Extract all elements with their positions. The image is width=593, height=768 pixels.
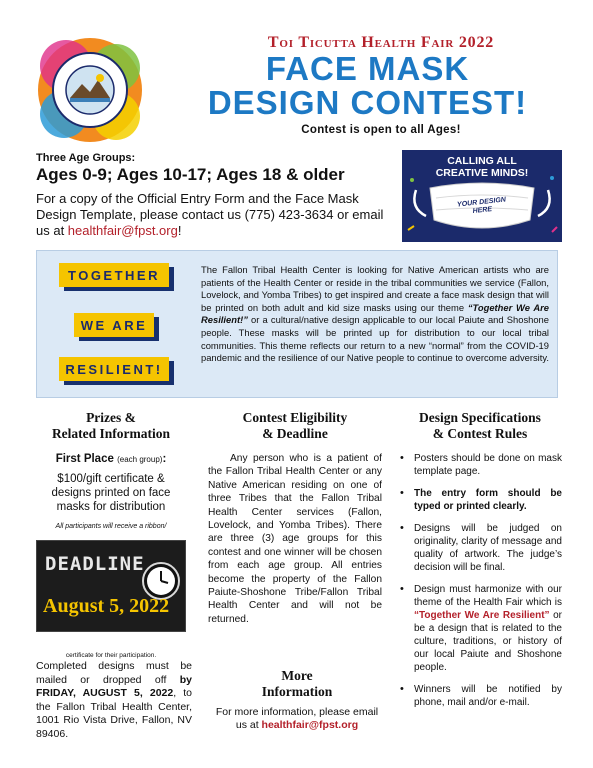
face-mask-icon [402, 150, 562, 242]
contest-title [160, 52, 575, 120]
rule-item: • Designs will be judged on originality, clarity of message and quality of artwork. The judge’s decision will be final. [400, 522, 562, 574]
contest-title-line1: FACE MASK [265, 50, 470, 87]
contest-title-line2: DESIGN CONTEST! [207, 84, 528, 121]
contact-text: For a copy of the Official Entry Form and the Face Mask Design Template, please contact us (775) 423-3634 or email us at [36, 191, 384, 238]
ribbon-note: All participants will receive a ribbon/ [55, 523, 167, 530]
fair-title: Toi Ticutta Health Fair 2022 [267, 34, 495, 51]
age-groups-label: Three Age Groups: [36, 152, 136, 164]
prize-description: $100/gift certificate & designs printed on face masks for distribution [51, 473, 171, 513]
rule-item: • The entry form should be typed or printed clearly. [400, 487, 562, 513]
theme-tag-we-are: WE ARE [74, 313, 154, 337]
submission-paragraph: Completed designs must be mailed or dropped off by FRIDAY, AUGUST 5, 2022, to the Fallon Tribal Health Center, 1001 Rio Vista Drive, Fallon, NV 89406. [36, 660, 193, 740]
more-info-paragraph: For more information, please email us at healthfair@fpst.org [215, 706, 379, 731]
contact-paragraph [36, 191, 398, 239]
eligibility-heading: Contest Eligibility & Deadline [242, 410, 348, 441]
theme-tag-together: TOGETHER [59, 263, 169, 287]
creative-minds-banner [402, 150, 562, 242]
more-info-heading: More Information [261, 668, 333, 699]
creative-line1: CALLING ALL [447, 155, 517, 167]
prizes-heading: Prizes & Related Information [51, 410, 171, 441]
theme-quote: “Together We Are Resilient!” [201, 301, 549, 326]
rule-item: • Winners will be notified by phone, mail and/or e-mail. [400, 683, 562, 709]
submission-deadline: by FRIDAY, AUGUST 5, 2022 [36, 673, 192, 700]
contact-email-link[interactable]: healthfair@fpst.org [67, 223, 178, 238]
rule-item: • Posters should be done on mask template page. [400, 452, 562, 478]
more-info-email-link[interactable]: healthfair@fpst.org [261, 719, 359, 731]
intro-paragraph: The Fallon Tribal Health Center is looking for Native American artists who are patients of the Health Center or reside in the tribal communities we service (Fallon, Lovelock, and Yomba Tribes) to get inspired and create a face mask design that will be printed on both adult and kid size masks using our theme “Together We Are Resilient!” or a cultural/native design applicable to our local Paiute and Shoshone people. These masks will be printed up for distribution to our local tribal communities. This theme reflects our return to a new “normal” from the COVID-19 pandemic and the resilience of our Native people to continue to overcome adversity. [201, 264, 549, 364]
theme-tag-resilient: RESILIENT! [59, 357, 169, 381]
deadline-word: DEADLINE [45, 553, 145, 575]
age-groups: Ages 0-9; Ages 10-17; Ages 18 & older [36, 165, 345, 184]
deadline-date: August 5, 2022 [43, 595, 170, 617]
first-place-label: First Place (each group): [55, 453, 167, 465]
mask-placeholder-text: YOUR DESIGN HERE [456, 196, 507, 215]
open-to-all-line: Contest is open to all Ages! [301, 124, 461, 136]
rule-item: • Design must harmonize with our theme of the Health Fair which is “Together We Are Resilient” or be a design that is related to the culture, traditions, or history of our local Paiute and Shoshone people. [400, 583, 562, 674]
rules-heading: Design Specifications & Contest Rules [419, 410, 541, 441]
certificate-note: certificate for their participation. [65, 652, 157, 659]
eligibility-paragraph: Any person who is a patient of the Fallon Tribal Health Center or any Native American residing on one of three Tribes that the Fallon Tribal Health Center services (Fallon, Lovelock, and Yomba Tribes). There are three (3) age groups for this contest and one winner will be chosen from each age group. All entries become the property of the Fallon Paiute-Shoshone Tribe/Fallon Tribal Health Center and will not be returned. [208, 453, 382, 625]
theme-box [36, 250, 558, 398]
contact-end: ! [177, 223, 182, 238]
rules-list [400, 452, 562, 718]
creative-line2: CREATIVE MINDS! [435, 167, 529, 179]
tribe-logo [36, 36, 144, 144]
deadline-image [36, 540, 186, 632]
